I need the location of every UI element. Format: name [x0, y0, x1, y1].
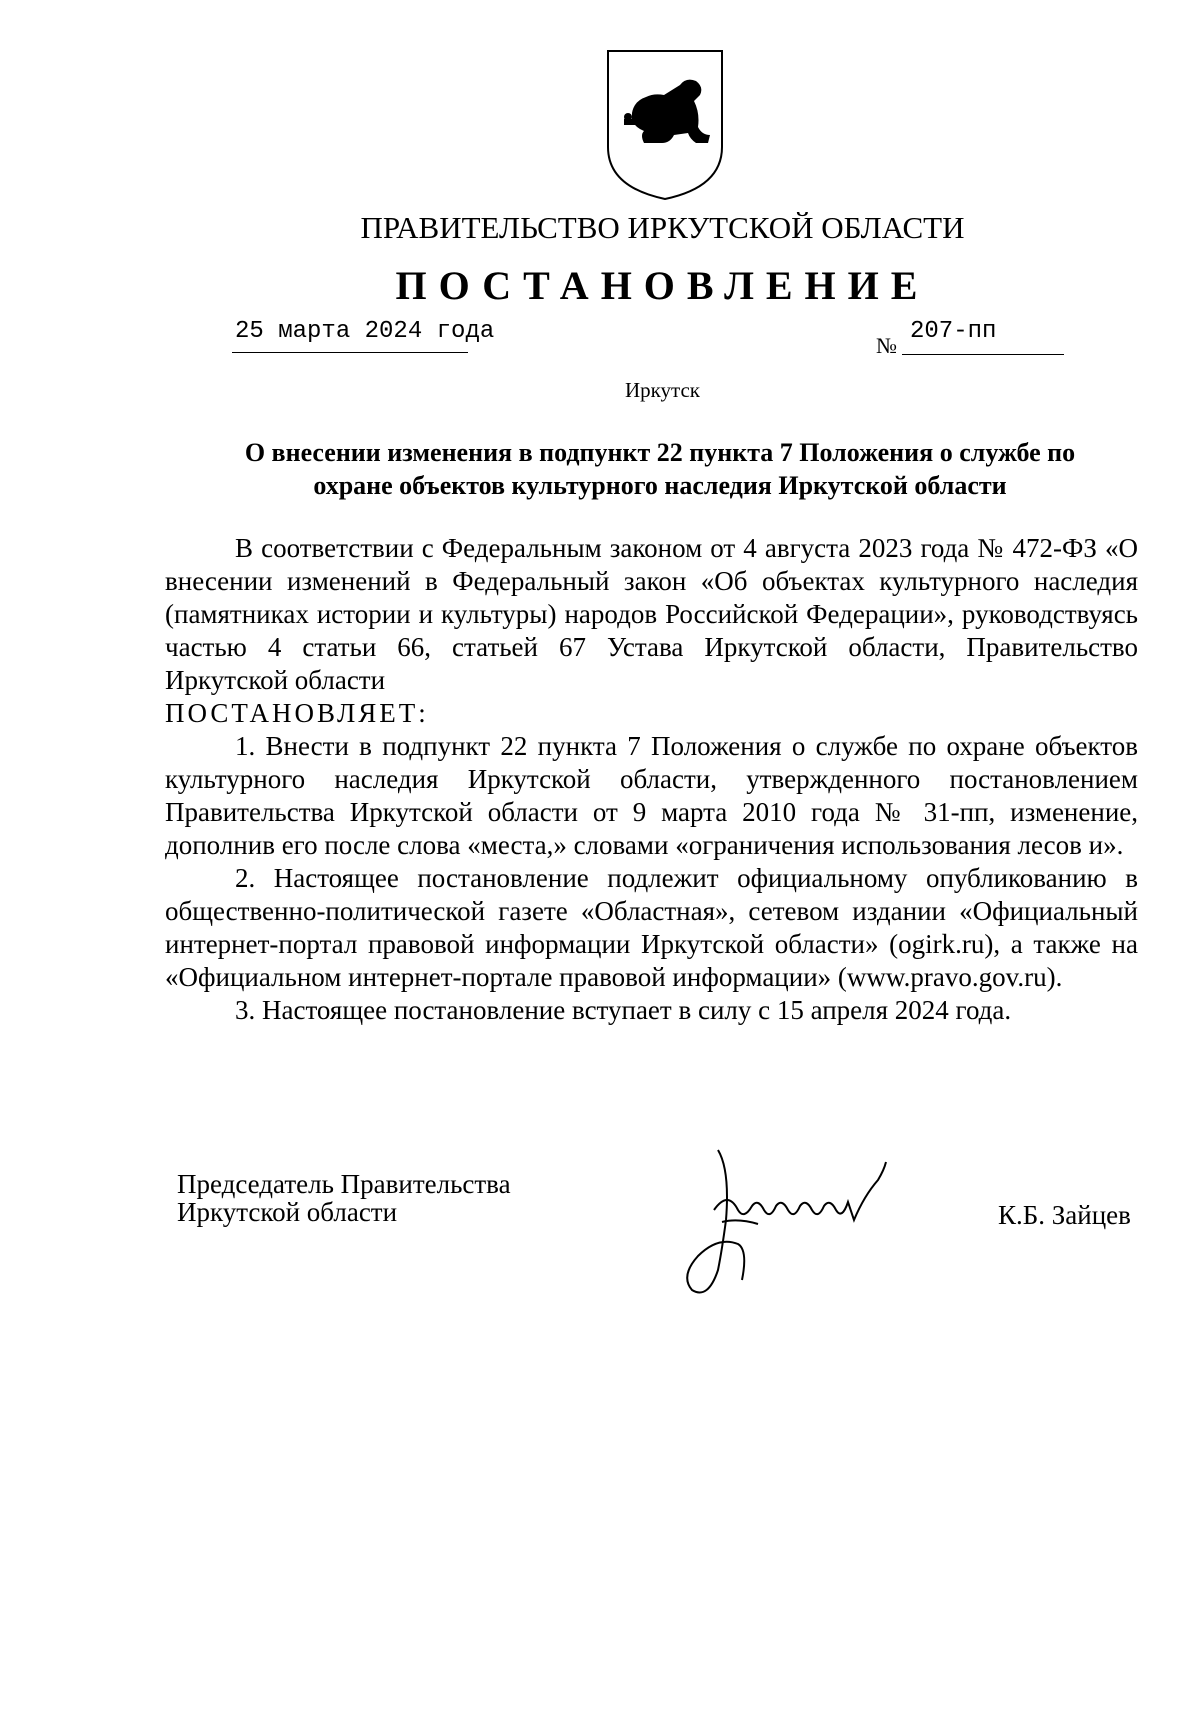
item-paragraph: 1. Внести в подпункт 22 пункта 7 Положения о службе по охране объектов культурного наследия Иркутской области, утвержденного постановлением Правительства Иркутской области от 9 марта 2010 года № 31-пп, изменение, дополнив его после слова «места,» словами «ограничения использования лесов и».	[165, 731, 1138, 860]
number-sign: №	[876, 333, 897, 358]
document-type: ПОСТАНОВЛЕНИЕ	[395, 263, 930, 308]
document-number: 207-пп	[910, 318, 997, 345]
document-date: 25 марта 2024 года	[235, 318, 495, 345]
position-line: Иркутской области	[177, 1197, 398, 1227]
handwritten-signature-icon	[678, 1140, 938, 1310]
signatory-name: К.Б. Зайцев	[998, 1200, 1131, 1230]
coat-of-arms-icon	[604, 47, 726, 202]
date-underline	[232, 352, 468, 353]
document-title	[170, 436, 1150, 502]
number-underline	[902, 354, 1064, 355]
document-body	[165, 532, 1138, 1027]
title-line: О внесении изменения в подпункт 22 пункта 7 Положения о службе по	[244, 438, 1076, 467]
signatory-position	[177, 1170, 511, 1226]
position-line: Председатель Правительства	[177, 1169, 511, 1199]
item-paragraph: 3. Настоящее постановление вступает в силу с 15 апреля 2024 года.	[235, 995, 1012, 1025]
item-paragraph: 2. Настоящее постановление подлежит официальному опубликованию в общественно-политической газете «Областная», сетевом издании «Официальный интернет-портал правовой информации Иркутской области» (ogirk.ru), а также на «Официальном интернет-портале правовой информации» (www.pravo.gov.ru).	[165, 863, 1138, 992]
preamble-paragraph: В соответствии с Федеральным законом от 4 августа 2023 года № 472-ФЗ «О внесении изменений в Федеральный закон «Об объектах культурного наследия (памятниках истории и культуры) народов Российской Федерации», руководствуясь частью 4 статьи 66, статьей 67 Устава Иркутской области, Правительство Иркутской области	[165, 533, 1138, 695]
organization-name: ПРАВИТЕЛЬСТВО ИРКУТСКОЙ ОБЛАСТИ	[360, 210, 965, 245]
decree-word: ПОСТАНОВЛЯЕТ:	[165, 698, 429, 728]
title-line: охране объектов культурного наследия Иркутской области	[313, 471, 1007, 500]
city: Иркутск	[624, 378, 701, 402]
